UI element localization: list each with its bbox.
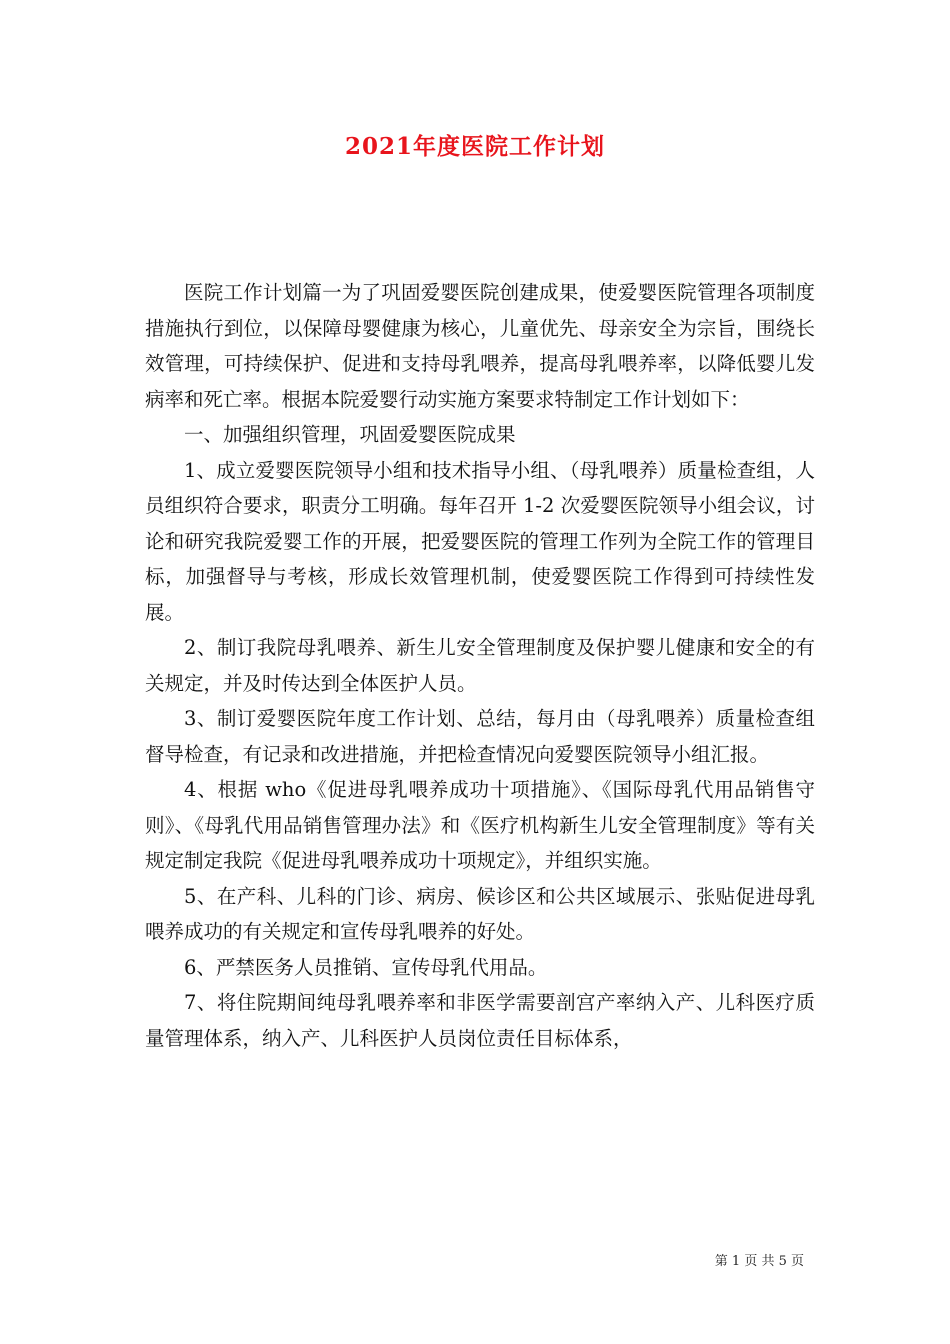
- document-body: [145, 275, 815, 1056]
- page-number: 第 1 页 共 5 页: [714, 1254, 804, 1269]
- page-title: 2021年度医院工作计划: [344, 133, 605, 160]
- paragraph-item-6: 6、严禁医务人员推销、宣传母乳代用品。: [184, 955, 548, 979]
- paragraph-item-7: 7、将住院期间纯母乳喂养率和非医学需要剖宫产率纳入产、儿科医疗质量管理体系，纳入产、儿科医护人员岗位责任目标体系，: [145, 991, 815, 1050]
- paragraph-intro: 医院工作计划篇一为了巩固爱婴医院创建成果，使爱婴医院管理各项制度措施执行到位，以保障母婴健康为核心，儿童优先、母亲安全为宗旨，围绕长效管理，可持续保护、促进和支持母乳喂养，提高母乳喂养率，以降低婴儿发病率和死亡率。根据本院爱婴行动实施方案要求特制定工作计划如下：: [145, 281, 815, 411]
- paragraph-item-5: 5、在产科、儿科的门诊、病房、候诊区和公共区域展示、张贴促进母乳喂养成功的有关规定和宣传母乳喂养的好处。: [145, 884, 815, 943]
- section-heading-1: 一、加强组织管理，巩固爱婴医院成果: [184, 423, 516, 446]
- paragraph-item-4: 4、根据 who《促进母乳喂养成功十项措施》、《国际母乳代用品销售守则》、《母乳代用品销售管理办法》和《医疗机构新生儿安全管理制度》等有关规定制定我院《促进母乳喂养成功十项规定》，并组织实施。: [145, 778, 815, 872]
- paragraph-item-1: 1、成立爱婴医院领导小组和技术指导小组、（母乳喂养）质量检查组，人员组织符合要求，职责分工明确。每年召开 1-2 次爱婴医院领导小组会议，讨论和研究我院爱婴工作的开展，把爱婴医院的管理工作列为全院工作的管理目标，加强督导与考核，形成长效管理机制，使爱婴医院工作得到可持续性发展。: [145, 458, 815, 624]
- paragraph-item-3: 3、制订爱婴医院年度工作计划、总结，每月由（母乳喂养）质量检查组督导检查，有记录和改进措施，并把检查情况向爱婴医院领导小组汇报。: [145, 707, 815, 766]
- paragraph-item-2: 2、制订我院母乳喂养、新生儿安全管理制度及保护婴儿健康和安全的有关规定，并及时传达到全体医护人员。: [145, 636, 815, 695]
